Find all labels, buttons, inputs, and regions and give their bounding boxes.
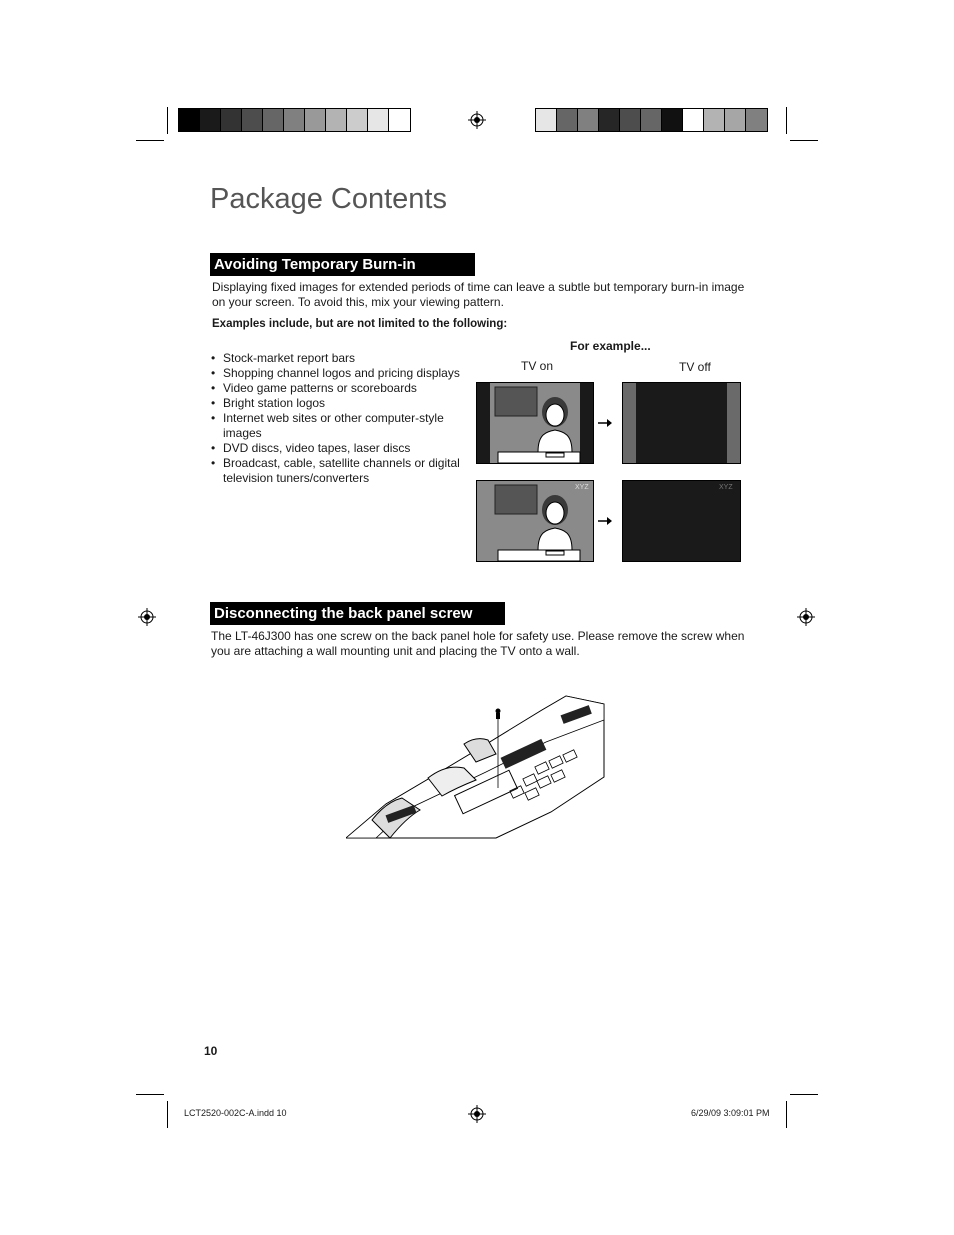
page-number: 10 bbox=[204, 1044, 218, 1058]
list-item: • Video game patterns or scoreboards bbox=[211, 381, 471, 396]
tv-off-label: TV off bbox=[679, 360, 711, 374]
color-swatch bbox=[200, 109, 221, 131]
list-item: • Shopping channel logos and pricing displays bbox=[211, 366, 471, 381]
color-swatch bbox=[368, 109, 389, 131]
color-swatch bbox=[599, 109, 620, 131]
registration-mark-icon bbox=[797, 608, 815, 626]
figure-caption: For example... bbox=[570, 339, 651, 353]
screw-instructions-text: The LT-46J300 has one screw on the back panel hole for safety use. Please remove the screw when you are attaching a wall mounting unit and placing the TV onto a wall. bbox=[211, 629, 745, 658]
color-swatch bbox=[746, 109, 767, 131]
page-title: Package Contents bbox=[210, 183, 447, 215]
color-swatch bbox=[557, 109, 578, 131]
color-swatch bbox=[725, 109, 746, 131]
crop-mark bbox=[786, 1101, 787, 1128]
footer-filename: LCT2520-002C-A.indd 10 bbox=[184, 1108, 287, 1118]
color-swatch bbox=[536, 109, 557, 131]
tv-back-panel-illustration bbox=[346, 692, 606, 840]
crop-mark bbox=[786, 107, 787, 134]
color-swatch bbox=[284, 109, 305, 131]
crop-mark bbox=[167, 1101, 168, 1128]
color-swatch bbox=[179, 109, 200, 131]
section-heading-screw: Disconnecting the back panel screw bbox=[210, 602, 505, 625]
station-logo-text: XYZ bbox=[575, 484, 589, 491]
registration-mark-icon bbox=[468, 1105, 486, 1123]
list-item: • DVD discs, video tapes, laser discs bbox=[211, 441, 471, 456]
color-swatch bbox=[305, 109, 326, 131]
color-bar-left bbox=[178, 108, 411, 132]
color-swatch bbox=[389, 109, 410, 131]
color-swatch bbox=[704, 109, 725, 131]
examples-heading: Examples include, but are not limited to the following: bbox=[212, 318, 508, 330]
station-logo-ghost-text: XYZ bbox=[719, 484, 733, 491]
list-item: • Stock-market report bars bbox=[211, 351, 471, 366]
color-swatch bbox=[326, 109, 347, 131]
tv-on-logo-illustration bbox=[476, 480, 594, 562]
registration-mark-icon bbox=[138, 608, 156, 626]
color-swatch bbox=[641, 109, 662, 131]
tv-on-letterbox-illustration bbox=[476, 382, 594, 464]
color-swatch bbox=[347, 109, 368, 131]
list-item: • Bright station logos bbox=[211, 396, 471, 411]
list-item: • Broadcast, cable, satellite channels or digital television tuners/converters bbox=[211, 456, 471, 486]
tv-on-label: TV on bbox=[521, 359, 554, 373]
crop-mark bbox=[136, 140, 164, 141]
color-swatch bbox=[662, 109, 683, 131]
section-heading-burnin: Avoiding Temporary Burn-in bbox=[210, 253, 475, 276]
color-bar-right bbox=[535, 108, 768, 132]
color-swatch bbox=[263, 109, 284, 131]
crop-mark bbox=[790, 140, 818, 141]
crop-mark bbox=[167, 107, 168, 134]
color-swatch bbox=[683, 109, 704, 131]
arrow-right-icon bbox=[597, 417, 613, 429]
list-item: • Internet web sites or other computer-style images bbox=[211, 411, 471, 441]
color-swatch bbox=[221, 109, 242, 131]
tv-off-logo-burnin-illustration bbox=[622, 480, 741, 562]
registration-mark-icon bbox=[468, 111, 486, 129]
tv-off-letterbox-burnin-illustration bbox=[622, 382, 741, 464]
crop-mark bbox=[136, 1094, 164, 1095]
burnin-intro-text: Displaying fixed images for extended periods of time can leave a subtle but temporary burn-in image on your screen. To avoid this, mix your viewing pattern. bbox=[212, 280, 745, 309]
burnin-examples-list bbox=[211, 351, 471, 486]
crop-mark bbox=[790, 1094, 818, 1095]
color-swatch bbox=[620, 109, 641, 131]
arrow-right-icon bbox=[597, 515, 613, 527]
color-swatch bbox=[242, 109, 263, 131]
footer-timestamp: 6/29/09 3:09:01 PM bbox=[691, 1108, 770, 1118]
color-swatch bbox=[578, 109, 599, 131]
